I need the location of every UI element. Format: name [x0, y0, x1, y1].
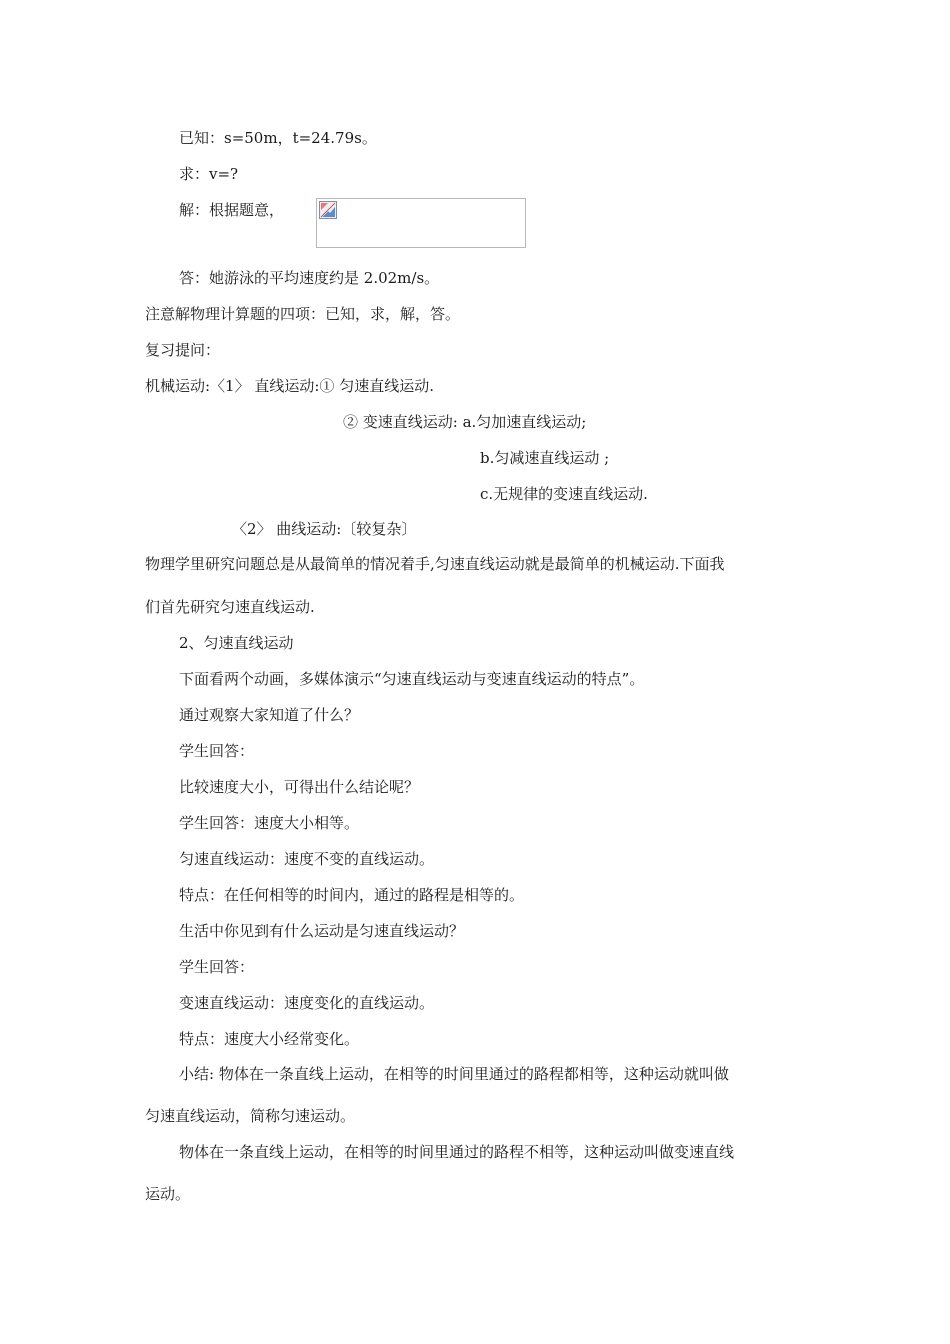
summary-line-2: 匀速直线运动，简称匀速运动。 [145, 1107, 356, 1125]
student-answer-line-3: 学生回答： [179, 958, 255, 976]
find-line: 求：v=? [179, 165, 239, 183]
animation-line: 下面看两个动画，多媒体演示“匀速直线运动与变速直线运动的特点”。 [179, 670, 645, 688]
student-answer-line-1: 学生回答： [179, 742, 255, 760]
variable-motion-feature: 特点：速度大小经常变化。 [179, 1030, 360, 1048]
uniform-motion-definition: 匀速直线运动：速度不变的直线运动。 [179, 850, 435, 868]
known-values-line: 已知：s=50m，t=24.79s。 [179, 129, 377, 147]
review-heading: 复习提问： [145, 341, 221, 359]
student-answer-line-2: 学生回答：速度大小相等。 [179, 814, 360, 832]
question-compare-line: 比较速度大小，可得出什么结论呢？ [179, 778, 420, 796]
variable-summary-line-1: 物体在一条直线上运动，在相等的时间里通过的路程不相等，这种运动叫做变速直线 [179, 1143, 735, 1161]
variable-motion-definition: 变速直线运动：速度变化的直线运动。 [179, 994, 435, 1012]
mechanical-motion-line: 机械运动:〈1〉 直线运动:① 匀速直线运动. [145, 377, 434, 395]
solution-line: 解：根据题意， [179, 201, 285, 219]
note-line: 注意解物理计算题的四项：已知，求，解，答。 [145, 305, 461, 323]
question-observe-line: 通过观察大家知道了什么？ [179, 706, 360, 724]
curvilinear-motion-line: 〈2〉 曲线运动:〔较复杂〕 [232, 520, 417, 538]
paragraph-intro-line-2: 们首先研究匀速直线运动. [145, 598, 315, 616]
formula-image-placeholder [316, 198, 526, 248]
decelerating-motion-line: b.匀减速直线运动 ; [480, 449, 610, 467]
variable-summary-line-2: 运动。 [145, 1185, 191, 1203]
answer-line: 答：她游泳的平均速度约是 2.02m/s。 [179, 269, 440, 287]
uniform-motion-feature: 特点：在任何相等的时间内，通过的路程是相等的。 [179, 886, 525, 904]
variable-motion-line: ② 变速直线运动: a.匀加速直线运动; [343, 413, 587, 431]
paragraph-intro-line-1: 物理学里研究问题总是从最简单的情况着手,匀速直线运动就是最简单的机械运动.下面我 [145, 555, 725, 573]
question-life-line: 生活中你见到有什么运动是匀速直线运动？ [179, 922, 465, 940]
section-heading: 2、匀速直线运动 [179, 634, 294, 652]
summary-line-1: 小结: 物体在一条直线上运动，在相等的时间里通过的路程都相等，这种运动就叫做 [179, 1065, 729, 1083]
broken-image-icon [319, 201, 337, 219]
irregular-motion-line: c.无规律的变速直线运动. [480, 485, 648, 503]
